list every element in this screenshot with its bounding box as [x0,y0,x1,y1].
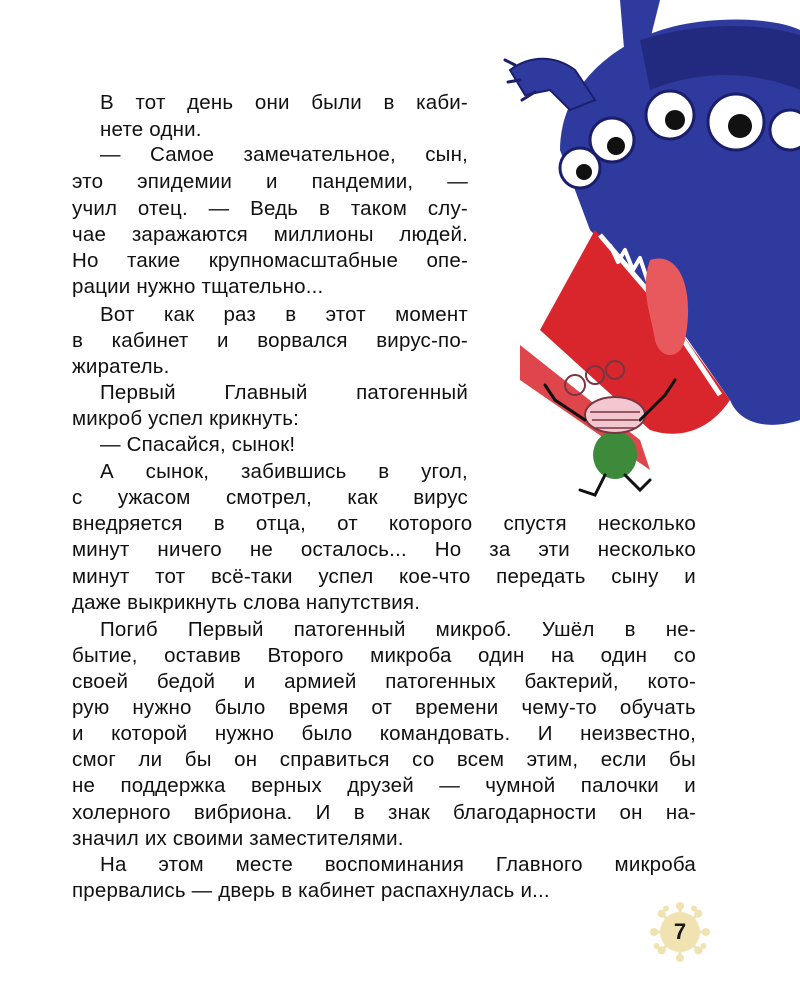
text-line: — Самое замечательное, сын, [100,143,468,166]
text-line: микроб успел крикнуть: [72,407,300,430]
monster-claw-icon [510,59,595,110]
text-line: с ужасом смотрел, как вирус [72,486,468,509]
text-line: чае заражаются миллионы людей. [72,223,468,246]
text-line: минут тот всё-таки успел кое-что передать сыну и [72,565,696,588]
text-line: В тот день они были в каби- [100,91,468,114]
text-line: нете одни. [100,118,202,141]
text-line: минут ничего не осталось... Но за эти несколько [72,538,696,561]
text-line: Первый Главный патогенный [100,381,468,404]
text-line: Но такие крупномасштабные опе- [72,249,468,272]
text-line: даже выкрикнуть слова напутствия. [72,591,421,614]
text-line: рую нужно было время от времени чему-то обучать [72,696,696,719]
text-line: и которой нужно было командовать. И неизвестно, [72,722,696,745]
text-line: внедряется в отца, от которого спустя несколько [72,512,696,535]
text-line: На этом месте воспоминания Главного микроба [100,853,696,876]
text-line: значил их своими заместителями. [72,827,404,850]
text-line: холерного вибриона. И в знак благодарности он на- [72,801,696,824]
text-line: своей бедой и армией патогенных бактерий, кото- [72,670,696,693]
text-line: — Спасайся, сынок! [100,433,296,456]
text-line: в кабинет и ворвался вирус-по- [72,329,468,352]
page-number: 7 [673,919,687,944]
text-line: Вот как раз в этот момент [100,303,468,326]
text-line: смог ли бы он справиться со всем этим, если бы [72,748,696,771]
text-line: учил отец. — Ведь в таком слу- [72,197,468,220]
text-line: Погиб Первый патогенный микроб. Ушёл в не- [100,618,696,641]
virus-monster-illustration [500,0,800,500]
text-line: бытие, оставив Второго микроба один на один со [72,644,696,667]
text-line: прервались — дверь в кабинет распахнулась и... [72,879,550,902]
text-line: это эпидемии и пандемии, — [72,170,468,193]
text-line: не поддержка верных друзей — чумной палочки и [72,774,696,797]
text-line: жиратель. [72,355,170,378]
text-line: рации нужно тщательно... [72,275,324,298]
text-line: А сынок, забившись в угол, [100,460,468,483]
